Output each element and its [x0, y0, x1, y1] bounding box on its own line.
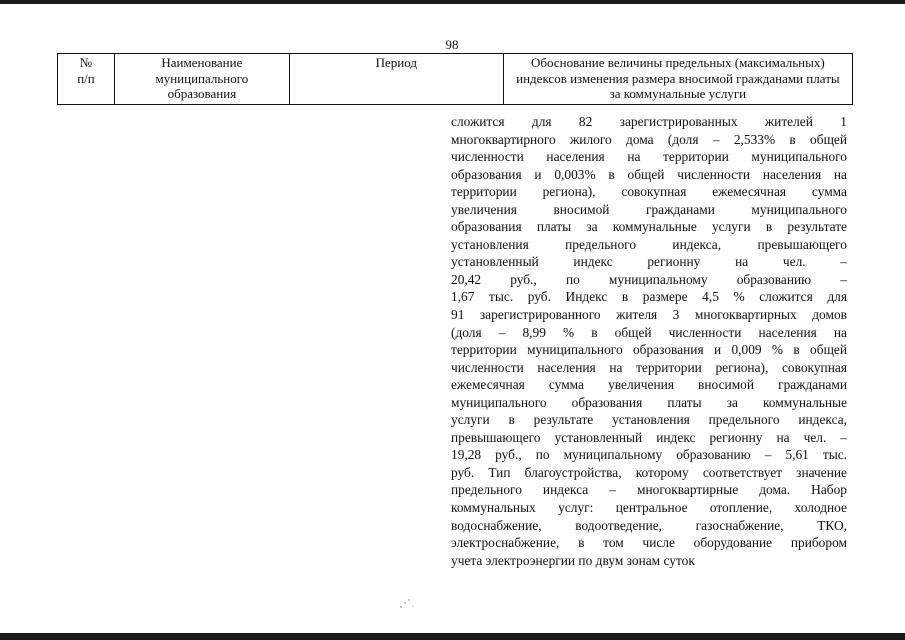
body-text-line: 1,67 тыс. руб. Индекс в размере 4,5 % сложится для: [451, 289, 847, 305]
body-text-line: сложится для 82 зарегистрированных жителей 1: [451, 114, 847, 129]
body-text-line: 19,28 руб., по муниципальному образованию – 5,61 тыс.: [451, 447, 847, 463]
header-col-number-line: №: [79, 55, 93, 70]
body-text-line: коммунальных услуг: центральное отопление, холодное: [451, 500, 847, 516]
scan-top-border: [0, 0, 905, 4]
body-text-line: превышающего установленный индекс регионну на чел. –: [451, 429, 847, 445]
body-text-line: увеличения вносимой гражданами муниципального: [451, 201, 847, 217]
body-text-line: (доля – 8,99 % в общей численности населения на: [451, 324, 847, 340]
body-text-line: предельного индекса – многоквартирные дома. Набор: [451, 482, 847, 498]
header-col-period-label: Период: [375, 55, 417, 70]
header-col-justification-line: индексов изменения размера вносимой гражданами платы: [516, 70, 840, 86]
body-text-line: численности населения на территории муниципального: [451, 149, 847, 165]
body-text-line: установленный индекс регионну на чел. –: [451, 254, 847, 270]
body-text-line: установления предельного индекса, превышающего: [451, 236, 847, 252]
body-text-line: электроснабжение, в том числе оборудование прибором: [451, 535, 847, 551]
body-text-line: численности населения на территории региона), совокупная: [451, 359, 847, 375]
header-col-number: [58, 54, 115, 105]
header-col-number-line: п/п: [77, 70, 95, 86]
body-text-line: услуги в результате установления предельного индекса,: [451, 412, 847, 428]
scan-bottom-border: [0, 633, 905, 640]
body-text-line: водоснабжение, водоотведение, газоснабжение, ТКО,: [451, 517, 847, 533]
body-text-line: образования платы за коммунальные услуги в результате: [451, 219, 847, 235]
body-text-line: многоквартирного жилого дома (доля – 2,533% в общей: [451, 131, 847, 147]
body-text-line: 20,42 руб., по муниципальному образованию –: [451, 271, 847, 287]
body-text-line: образования и 0,003% в общей численности населения на: [451, 166, 847, 182]
body-text-line: муниципального образования платы за коммунальные: [451, 394, 847, 410]
header-col-justification-line: за коммунальные услуги: [609, 86, 747, 101]
body-text-line: территории муниципального образования и 0,009 % в общей: [451, 342, 847, 358]
body-text-line: ежемесячная сумма увеличения вносимой гражданами: [451, 377, 847, 393]
header-col-name-line: Наименование: [161, 55, 243, 70]
body-text-line: учета электроэнергии по двум зонам суток: [451, 552, 695, 568]
header-col-name-line: муниципального: [155, 70, 249, 86]
header-col-justification: [503, 54, 852, 105]
table-header: [57, 53, 853, 105]
header-col-name-line: образования: [167, 86, 237, 101]
header-col-justification-line: Обоснование величины предельных (максимальных): [531, 55, 825, 70]
justification-body-text: [451, 113, 847, 569]
body-text-line: территории региона), совокупная ежемесячная сумма: [451, 184, 847, 200]
body-text-line: руб. Тип благоустройства, которому соответствует значение: [451, 464, 847, 480]
header-col-name: [114, 54, 289, 105]
page-number: 98: [445, 37, 459, 52]
scan-artifact: [398, 597, 418, 611]
header-col-period: [289, 54, 503, 105]
body-text-line: 91 зарегистрированного жителя 3 многоквартирных домов: [451, 307, 847, 323]
